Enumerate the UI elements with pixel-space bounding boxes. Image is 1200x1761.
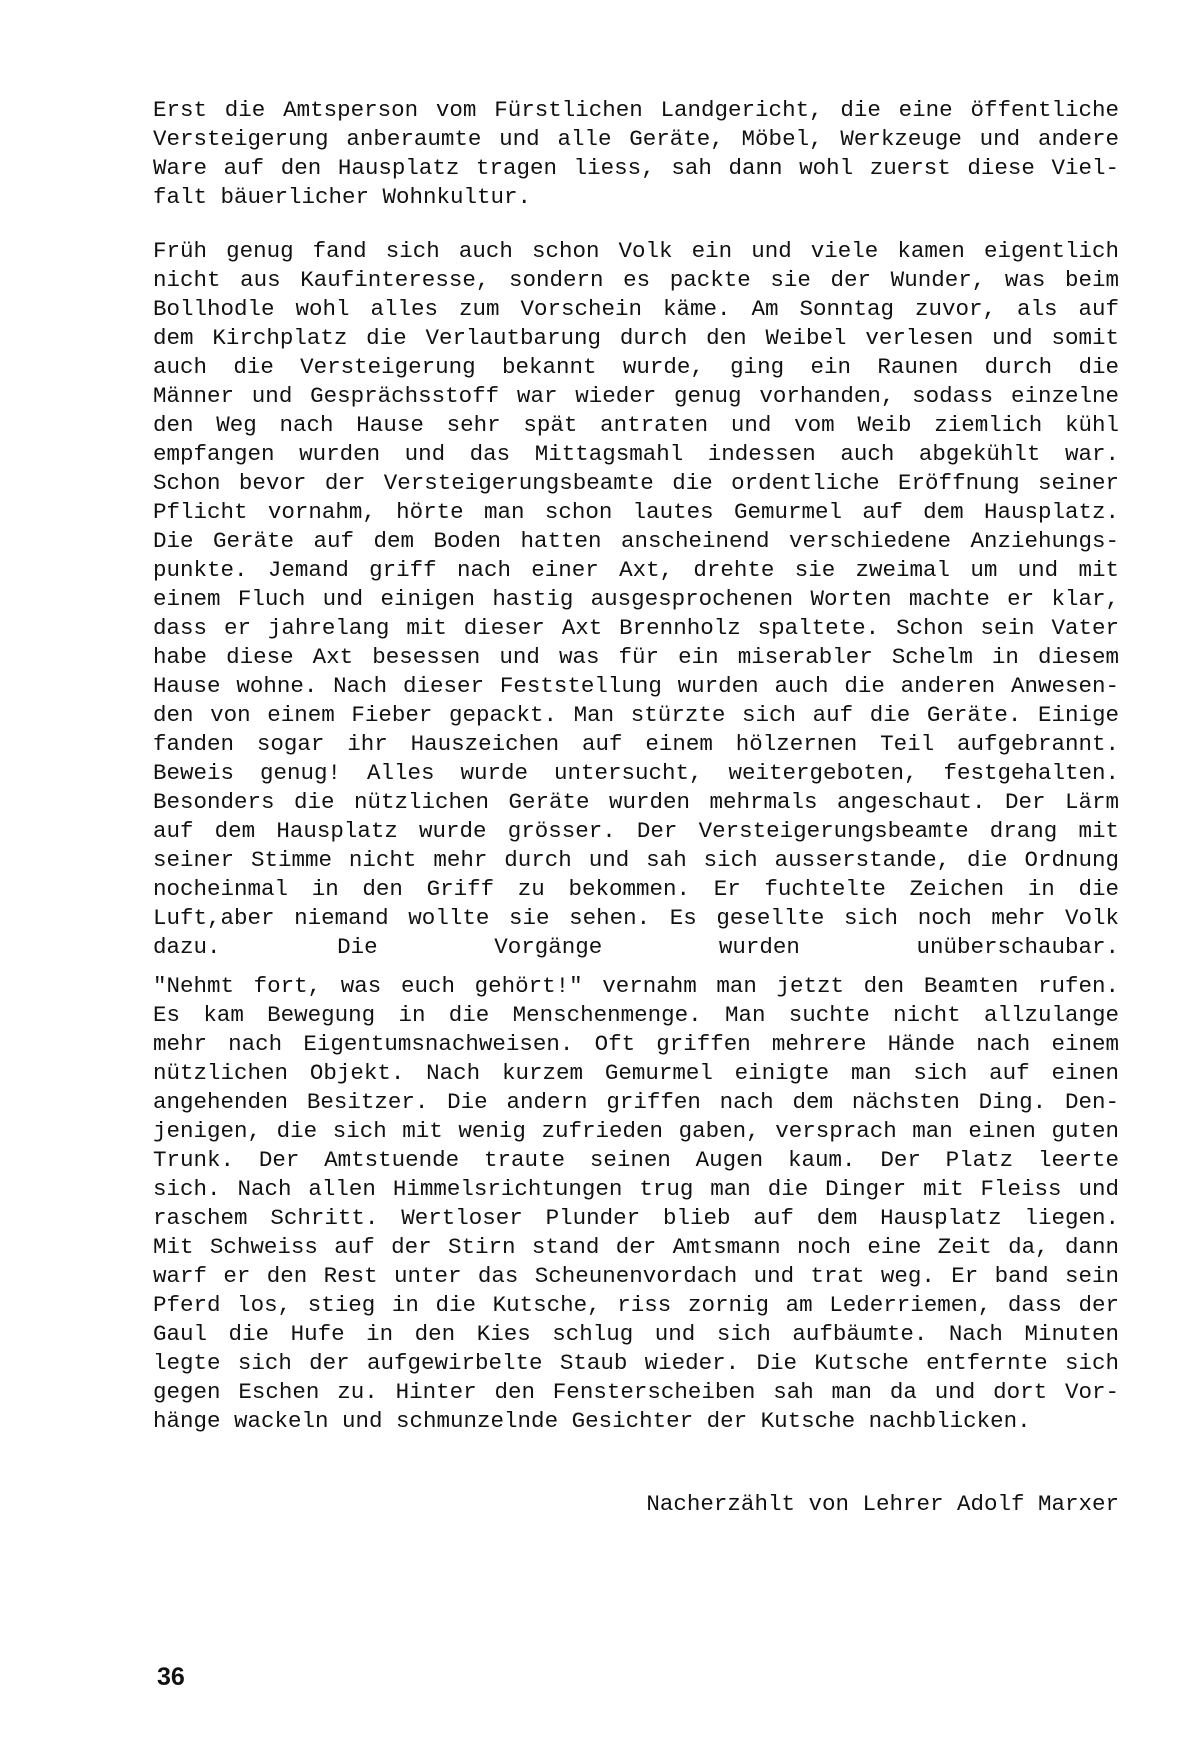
text-line: Luft,aber niemand wollte sie sehen. Es gesellte sich noch mehr Volk [153,905,1119,931]
text-line: dazu. Die Vorgänge wurden unüberschaubar. [153,934,1119,960]
text-line: Erst die Amtsperson vom Fürstlichen Landgericht, die eine öffentliche [153,97,1119,123]
text-line: legte sich der aufgewirbelte Staub wieder. Die Kutsche entfernte sich [153,1350,1119,1376]
author-signature: Nacherzählt von Lehrer Adolf Marxer [646,1491,1119,1517]
text-line: Trunk. Der Amtstuende traute seinen Augen kaum. Der Platz leerte [153,1147,1119,1173]
text-line: Mit Schweiss auf der Stirn stand der Amtsmann noch eine Zeit da, dann [153,1234,1119,1260]
text-line: nicht aus Kaufinteresse, sondern es packte sie der Wunder, was beim [153,267,1119,293]
text-line: Besonders die nützlichen Geräte wurden mehrmals angeschaut. Der Lärm [153,789,1119,815]
text-line: Hause wohne. Nach dieser Feststellung wurden auch die anderen Anwesen- [153,673,1119,699]
text-line: sich. Nach allen Himmelsrichtungen trug man die Dinger mit Fleiss und [153,1176,1119,1202]
text-line: Pferd los, stieg in die Kutsche, riss zornig am Lederriemen, dass der [153,1292,1119,1318]
page-number: 36 [157,1663,185,1691]
text-line: Bollhodle wohl alles zum Vorschein käme. Am Sonntag zuvor, als auf [153,296,1119,322]
text-line: einem Fluch und einigen hastig ausgesprochenen Worten machte er klar, [153,586,1119,612]
text-line: habe diese Axt besessen und was für ein miserabler Schelm in diesem [153,644,1119,670]
text-line: Gaul die Hufe in den Kies schlug und sich aufbäumte. Nach Minuten [153,1321,1119,1347]
paragraph-1 [153,96,1119,212]
text-line: den von einem Fieber gepackt. Man stürzte sich auf die Geräte. Einige [153,702,1119,728]
text-line: Ware auf den Hausplatz tragen liess, sah dann wohl zuerst diese Viel- [153,155,1119,181]
text-line: Pflicht vornahm, hörte man schon lautes Gemurmel auf dem Hausplatz. [153,499,1119,525]
text-line: hänge wackeln und schmunzelnde Gesichter der Kutsche nachblicken. [153,1408,1031,1434]
text-line: Schon bevor der Versteigerungsbeamte die ordentliche Eröffnung seiner [153,470,1119,496]
text-line: Versteigerung anberaumte und alle Geräte, Möbel, Werkzeuge und andere [153,126,1119,152]
text-line: dass er jahrelang mit dieser Axt Brennholz spaltete. Schon sein Vater [153,615,1119,641]
text-line: jenigen, die sich mit wenig zufrieden gaben, versprach man einen guten [153,1118,1119,1144]
text-line: Es kam Bewegung in die Menschenmenge. Man suchte nicht allzulange [153,1002,1119,1028]
text-line: Früh genug fand sich auch schon Volk ein und viele kamen eigentlich [153,238,1119,264]
text-line: warf er den Rest unter das Scheunenvordach und trat weg. Er band sein [153,1263,1119,1289]
paragraph-2 [153,237,1119,962]
text-line: "Nehmt fort, was euch gehört!" vernahm man jetzt den Beamten rufen. [153,973,1119,999]
text-line: angehenden Besitzer. Die andern griffen nach dem nächsten Ding. Den- [153,1089,1119,1115]
paragraph-3 [153,972,1119,1436]
text-line: gegen Eschen zu. Hinter den Fensterscheiben sah man da und dort Vor- [153,1379,1119,1405]
text-line: dem Kirchplatz die Verlautbarung durch den Weibel verlesen und somit [153,325,1119,351]
text-line: seiner Stimme nicht mehr durch und sah sich ausserstande, die Ordnung [153,847,1119,873]
text-line: nocheinmal in den Griff zu bekommen. Er fuchtelte Zeichen in die [153,876,1119,902]
text-line: auf dem Hausplatz wurde grösser. Der Versteigerungsbeamte drang mit [153,818,1119,844]
text-line: den Weg nach Hause sehr spät antraten und vom Weib ziemlich kühl [153,412,1119,438]
text-line: falt bäuerlicher Wohnkultur. [153,184,532,210]
text-line: nützlichen Objekt. Nach kurzem Gemurmel einigte man sich auf einen [153,1060,1119,1086]
text-line: Die Geräte auf dem Boden hatten anscheinend verschiedene Anziehungs- [153,528,1119,554]
text-line: raschem Schritt. Wertloser Plunder blieb auf dem Hausplatz liegen. [153,1205,1119,1231]
text-line: Männer und Gesprächsstoff war wieder genug vorhanden, sodass einzelne [153,383,1119,409]
text-line: fanden sogar ihr Hauszeichen auf einem hölzernen Teil aufgebrannt. [153,731,1119,757]
text-line: mehr nach Eigentumsnachweisen. Oft griffen mehrere Hände nach einem [153,1031,1119,1057]
text-line: empfangen wurden und das Mittagsmahl indessen auch abgekühlt war. [153,441,1119,467]
text-line: punkte. Jemand griff nach einer Axt, drehte sie zweimal um und mit [153,557,1119,583]
text-line: auch die Versteigerung bekannt wurde, ging ein Raunen durch die [153,354,1119,380]
text-line: Beweis genug! Alles wurde untersucht, weitergeboten, festgehalten. [153,760,1119,786]
